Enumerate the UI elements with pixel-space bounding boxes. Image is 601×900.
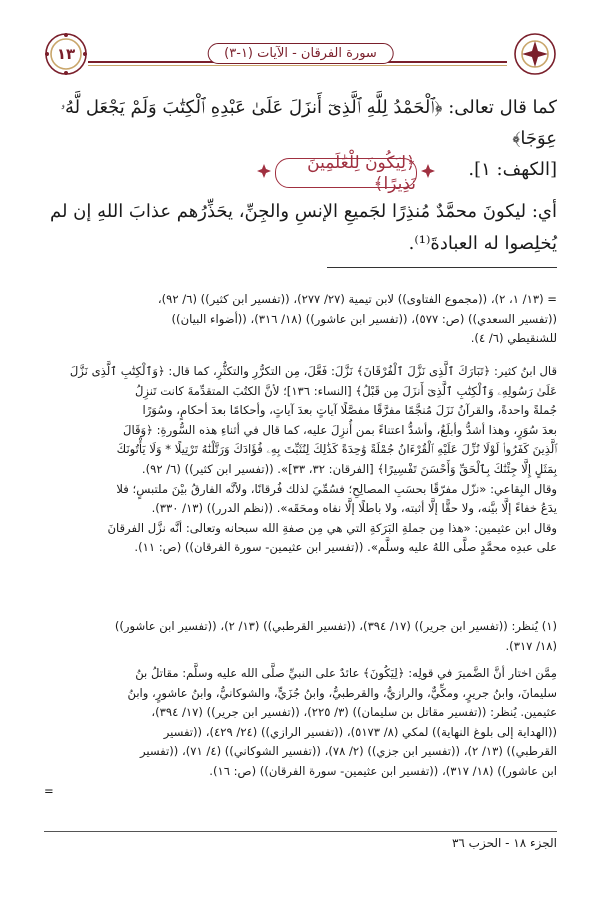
footnote-line: يدَعُ خفاءً إلَّا بيَّنه، ولا حقًّا إلَّا أثبته، ولا باطلًا إلَّا نفاه ومحَقَه». ((نظم الدرر)) (١٣/ ٣٣٠). <box>151 501 557 516</box>
explanation-line: يُخلِصوا له العبادةَ⁽¹⁾. <box>408 233 557 254</box>
footnote-line: وقال ابن عثيمين: «هذا مِن جملةِ البَرَكةِ التي هي مِن صفةِ الله سبحانه وتعالى: أنَّه نزَّل الفرقانَ <box>107 520 557 535</box>
quote-paragraph <box>44 92 557 154</box>
footnote-continue-mark: = <box>44 783 54 798</box>
footnote-commentary <box>44 362 557 558</box>
footnote-pronoun-note <box>44 664 557 801</box>
ornament-icon <box>421 164 435 178</box>
verse-banner <box>0 153 601 194</box>
page-footer <box>44 831 557 856</box>
footnote-line: بِمَثَلٍ إِلَّا جِئْنَٰكَ بِٱلْحَقِّ وَأَحْسَنَ تَفْسِيرًا﴾ [الفرقان: ٣٢، ٣٣]». ((تفسير ابن كثير)) (٦/ ٩٢). <box>141 461 557 476</box>
page-number: ١٣ <box>56 45 76 63</box>
juz-hizb-label: الجزء ١٨ - الحزب ٣٦ <box>451 836 557 850</box>
page-header <box>44 32 557 78</box>
intro-text: كما قال تعالى: <box>448 97 557 118</box>
footnote-line: القرطبي)) (١٣/ ٢)، ((تفسير ابن جزي)) (٢/ ٧٨)، ((تفسير الشوكاني)) (٤/ ٧١)، ((تفسير <box>139 744 557 759</box>
footnote-line: (١٨/ ٣١٧). <box>505 638 557 653</box>
footnote-line: للشنقيطي (٦/ ٤). <box>470 331 557 346</box>
footnote-line: بعدَ سُوَرٍ، وهذا أشدُّ وأبلَغُ، وأشدُّ اعتناءً بمن أُنزِلَ عليه، كما قال في أثناءِ هذه السُّورةِ: ﴿وَقَالَ <box>123 422 557 437</box>
footnote-line: ٱلَّذِينَ كَفَرُوا۟ لَوْلَا نُزِّلَ عَلَيْهِ ٱلْقُرْءَانُ جُمْلَةً وَٰحِدَةً كَذَٰلِكَ لِنُثَبِّتَ بِهِۦ فُؤَادَكَ وَرَتَّلْنَٰهُ تَرْتِيلًا * وَلَا يَأْتُونَكَ <box>116 442 557 457</box>
footnote-line: = (١٣/ ١، ٢)، ((مجموع الفتاوى)) لابن تيمية (٢٧/ ٢٧٧)، ((تفسير ابن كثير)) (٦/ ٩٢)، <box>157 292 557 306</box>
footnote-line: وقال البِقاعي: «نزّل مفرّقًا بحسَبِ المصالِحِ؛ فسُمِّيَ لذلك فُرقانًا، ولأنَّه الفارقُ بيْنَ ملتبسٍ؛ فلا <box>116 481 557 496</box>
surah-title: سورة الفرقان - الآيات (١-٣) <box>207 43 394 64</box>
ornament-icon <box>257 164 271 178</box>
footnote-line: ابن عاشور)) (١٨/ ٣١٧)، ((تفسير ابن عثيمين- سورة الفرقان)) (ص: ١٦). <box>209 763 557 778</box>
footnote-line: (١) يُنظر: ((تفسير ابن جرير)) (١٧/ ٣٩٤)، ((تفسير القرطبي)) (١٣/ ٢)، ((تفسير ابن عاشور)) <box>114 619 557 633</box>
quran-quote: ﴿ٱلْحَمْدُ لِلَّهِ ٱلَّذِىٓ أَنزَلَ عَلَىٰ عَبْدِهِ ٱلْكِتَٰبَ وَلَمْ يَجْعَل لَّهُۥ عِوَجَا﴾ <box>60 97 557 149</box>
footnote-continued <box>44 290 557 349</box>
footnote-line: قال ابنُ كثير: ﴿تَبَارَكَ ٱلَّذِى نَزَّلَ ٱلْفُرْقَانَ﴾ نَزَّلَ: فَعَّلَ، مِن التكرُّرِ والتكثُّرِ، كما قال: ﴿وَٱلْكِتَٰبِ ٱلَّذِى نَزَّلَ <box>69 364 557 378</box>
footnote-line: مِمَّن اختار أنَّ الضَّميرَ في قولِه: ﴿لِيَكُونَ﴾ عائدٌ على النبيِّ صلَّى الله عليه وسلَّم: مقاتلُ بنُ <box>135 666 557 680</box>
decorative-rosette-icon <box>513 32 557 76</box>
footnote-line: على عبدِه محمَّدٍ صلَّى اللهُ عليه وسلَّم». ((تفسير ابن عثيمين- سورة الفرقان)) (ص: ١١). <box>134 540 557 555</box>
footnote-separator <box>327 267 557 268</box>
verse-heading: ﴿لِيَكُونَ لِلْعَٰلَمِينَ نَذِيرًا﴾ <box>275 158 417 188</box>
footnote-1 <box>44 617 557 656</box>
footnote-line: عَلَىٰ رَسُولِهِۦ وَٱلْكِتَٰبِ ٱلَّذِىٓ أَنزَلَ مِن قَبْلُ﴾ [النساء: ١٣٦]؛ لأنَّ الكتُبَ المتقدِّمةَ كانت تَنزِلُ <box>134 383 557 398</box>
footnote-line: ((تفسير السعدي)) (ص: ٥٧٧)، ((تفسير ابن عاشور)) (١٨/ ٣١٦)، ((أضواء البيان)) <box>171 311 557 326</box>
explanation-block <box>44 196 557 260</box>
footnote-line: سليمانَ، وابنُ جريرٍ، ومكِّيٌّ، والرازيُّ، والقرطبيُّ، وابنُ جُزَيٍّ، والشوكانيُّ، وابنُ عاشورٍ، وابنُ <box>127 685 557 700</box>
footnote-line: ((الهداية إلى بلوغ النهاية)) لمكي (٨/ ٥١٧٣)، ((تفسير الرازي)) (٢٤/ ٤٢٩)، ((تفسير <box>163 724 557 739</box>
header-rule-gold <box>88 65 507 66</box>
footnote-line: عثيمين. يُنظر: ((تفسير مقاتل بن سليمان)) (٣/ ٢٢٥)، ((تفسير ابن جرير)) (١٧/ ٣٩٤)، <box>151 705 557 720</box>
footnote-line: جُملةً واحدةً، والقرآنُ نَزَلَ مُنجَّمًا مفرَّقًا مفصَّلًا آياتٍ بعدَ آياتٍ، وأحكامًا بعدَ أحكامٍ، وسُوَرًا <box>142 403 557 418</box>
quote-reference: [الكهف: ١]. <box>468 159 557 180</box>
explanation-line: أي: ليكونَ محمَّدٌ مُنذِرًا لجَميعِ الإنسِ والجِنِّ، يحَذِّرُهم عذابَ اللهِ إن لم <box>49 201 557 222</box>
